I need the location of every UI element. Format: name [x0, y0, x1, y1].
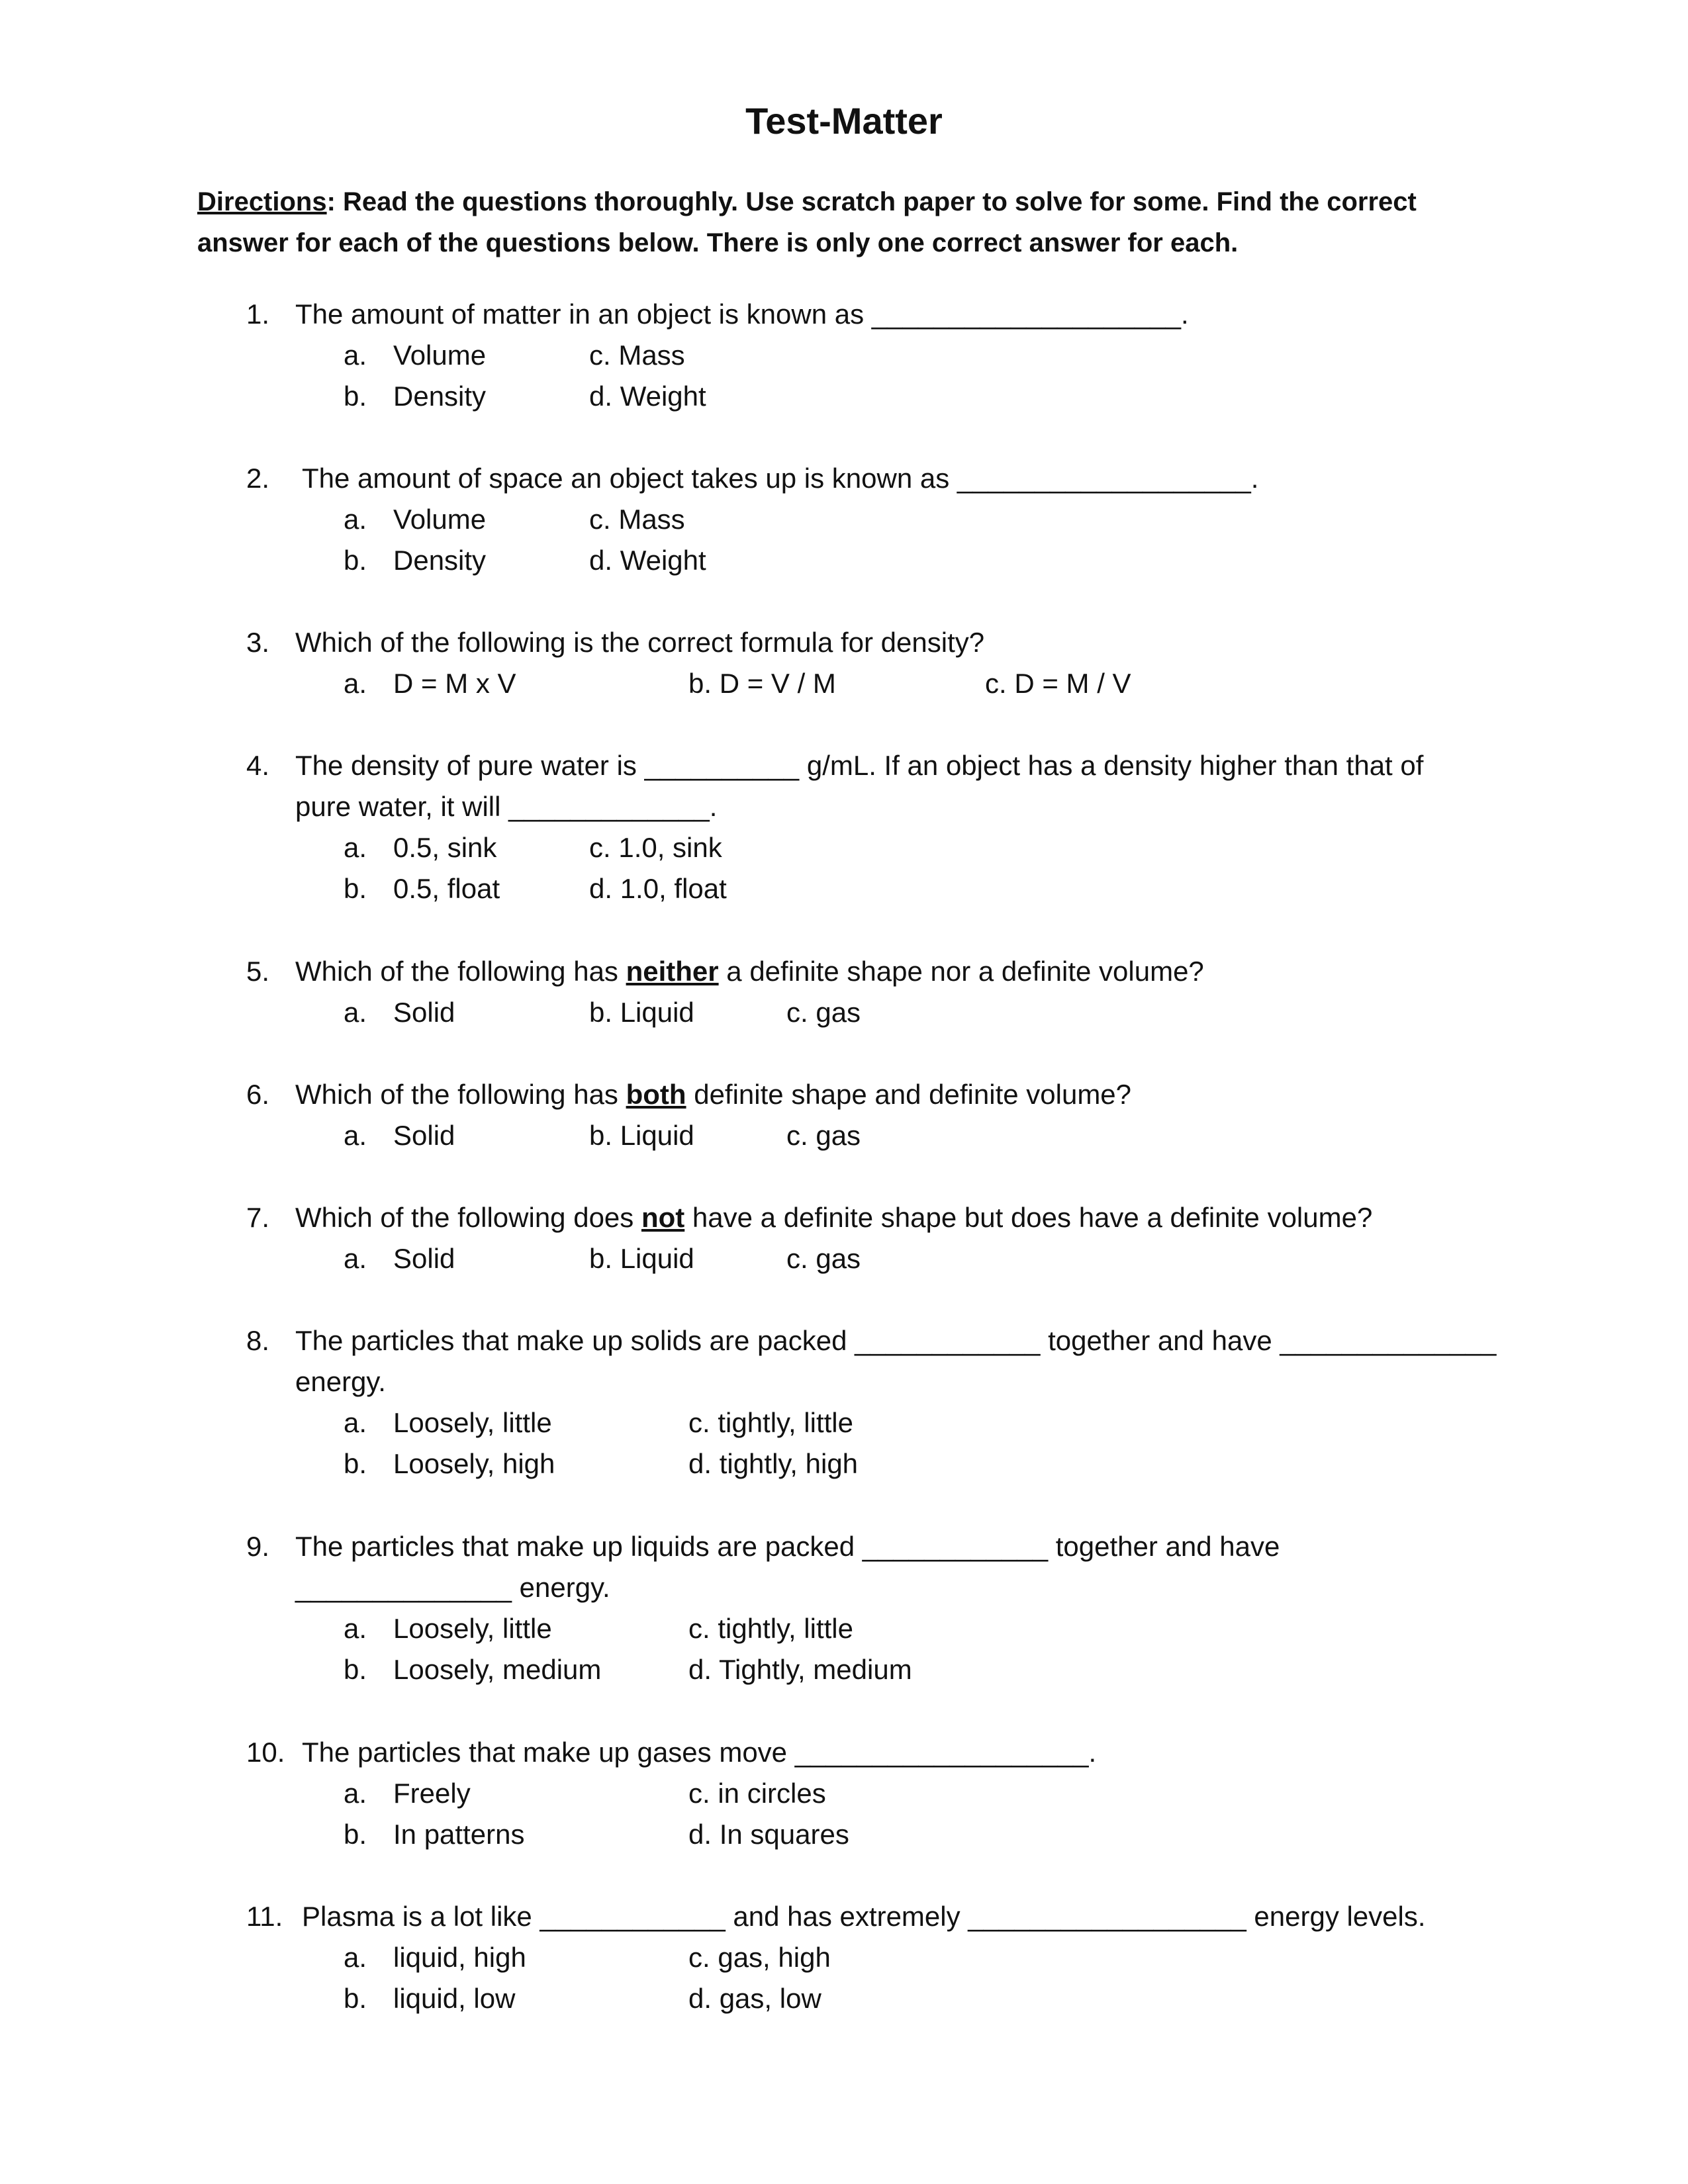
- option-text: Solid: [393, 1120, 455, 1151]
- option-letter: b.: [344, 1654, 367, 1685]
- question-number: 3.: [246, 627, 270, 658]
- emphasis-word: neither: [626, 956, 719, 987]
- option-text: Loosely, little: [393, 1407, 552, 1438]
- question-number: 8.: [246, 1325, 270, 1356]
- option-letter: b.: [344, 1983, 367, 2014]
- option-text: Loosely, medium: [393, 1654, 602, 1685]
- question-text: Which of the following is the correct formula for density?: [295, 627, 985, 658]
- question-number: 9.: [246, 1531, 270, 1562]
- option-text: Solid: [393, 997, 455, 1028]
- directions-text: : Read the questions thoroughly. Use scratch paper to solve for some. Find the correct answer for each of the questions below. There is only one correct answer for each.: [197, 187, 1417, 257]
- question-text: Which of the following does not have a definite shape but does have a definite volume?: [295, 1202, 1373, 1233]
- option-text: c. gas: [786, 997, 861, 1028]
- question-number: 11.: [246, 1901, 283, 1932]
- question-text: The amount of matter in an object is known as ____________________.: [295, 298, 1189, 330]
- option-letter: b.: [344, 1448, 367, 1479]
- question-number: 10.: [246, 1737, 285, 1768]
- question-text: Plasma is a lot like ____________ and has extremely __________________ energy levels.: [302, 1901, 1426, 1932]
- option-letter: b.: [344, 381, 367, 412]
- option-text: d. 1.0, float: [589, 873, 727, 904]
- option-text: c. tightly, little: [688, 1407, 853, 1438]
- option-text: d. In squares: [688, 1819, 849, 1850]
- directions: [197, 181, 1495, 263]
- option-text: c. D = M / V: [985, 668, 1131, 699]
- option-text: d. Tightly, medium: [688, 1654, 912, 1685]
- question-number: 2.: [246, 463, 270, 494]
- emphasis-word: not: [641, 1202, 685, 1233]
- option-text: D = M x V: [393, 668, 516, 699]
- option-text: d. Weight: [589, 545, 706, 576]
- question-number: 5.: [246, 956, 270, 987]
- question-text: The particles that make up solids are packed ____________ together and have ______________: [295, 1325, 1497, 1356]
- option-text: b. Liquid: [589, 1120, 694, 1151]
- option-text: Loosely, high: [393, 1448, 555, 1479]
- option-text: 0.5, sink: [393, 832, 497, 863]
- option-letter: b.: [344, 545, 367, 576]
- option-text: Density: [393, 381, 487, 412]
- option-letter: a.: [344, 1778, 367, 1809]
- question-number: 7.: [246, 1202, 270, 1233]
- option-text: Solid: [393, 1243, 455, 1274]
- option-text: In patterns: [393, 1819, 525, 1850]
- emphasis-word: both: [626, 1079, 686, 1110]
- question-text: The particles that make up liquids are packed ____________ together and have: [295, 1531, 1280, 1562]
- option-text: c. tightly, little: [688, 1613, 853, 1644]
- option-text: d. Weight: [589, 381, 706, 412]
- option-text: b. D = V / M: [688, 668, 836, 699]
- question-number: 6.: [246, 1079, 270, 1110]
- question-number: 1.: [246, 298, 270, 330]
- option-letter: a.: [344, 832, 367, 863]
- option-letter: a.: [344, 1613, 367, 1644]
- option-text: d. tightly, high: [688, 1448, 859, 1479]
- option-letter: b.: [344, 1819, 367, 1850]
- option-text: d. gas, low: [688, 1983, 821, 2014]
- question-number: 4.: [246, 750, 270, 781]
- option-letter: a.: [344, 668, 367, 699]
- option-text: 0.5, float: [393, 873, 500, 904]
- option-text: Volume: [393, 340, 487, 371]
- option-text: c. gas: [786, 1243, 861, 1274]
- question-text: ______________ energy.: [295, 1572, 610, 1603]
- option-letter: a.: [344, 340, 367, 371]
- option-text: b. Liquid: [589, 1243, 694, 1274]
- option-text: Volume: [393, 504, 487, 535]
- question-text: energy.: [295, 1366, 386, 1397]
- option-text: c. 1.0, sink: [589, 832, 722, 863]
- option-letter: b.: [344, 873, 367, 904]
- option-letter: a.: [344, 504, 367, 535]
- question-text: pure water, it will _____________.: [295, 791, 718, 822]
- option-text: c. Mass: [589, 340, 685, 371]
- option-letter: a.: [344, 997, 367, 1028]
- option-text: Freely: [393, 1778, 471, 1809]
- option-text: Density: [393, 545, 487, 576]
- option-text: liquid, low: [393, 1983, 516, 2014]
- option-letter: a.: [344, 1407, 367, 1438]
- option-letter: a.: [344, 1120, 367, 1151]
- question-text: The amount of space an object takes up is known as ___________________.: [302, 463, 1259, 494]
- option-text: c. gas: [786, 1120, 861, 1151]
- page-title: Test-Matter: [745, 100, 943, 142]
- directions-label: Directions: [197, 187, 327, 216]
- question-text: Which of the following has neither a definite shape nor a definite volume?: [295, 956, 1204, 987]
- question-text: Which of the following has both definite shape and definite volume?: [295, 1079, 1132, 1110]
- option-text: c. Mass: [589, 504, 685, 535]
- question-text: The density of pure water is __________ g/mL. If an object has a density higher than that of: [295, 750, 1424, 781]
- option-text: Loosely, little: [393, 1613, 552, 1644]
- option-text: b. Liquid: [589, 997, 694, 1028]
- option-text: c. gas, high: [688, 1942, 831, 1973]
- option-text: liquid, high: [393, 1942, 526, 1973]
- option-text: c. in circles: [688, 1778, 826, 1809]
- question-text: The particles that make up gases move ___________________.: [302, 1737, 1097, 1768]
- option-letter: a.: [344, 1243, 367, 1274]
- option-letter: a.: [344, 1942, 367, 1973]
